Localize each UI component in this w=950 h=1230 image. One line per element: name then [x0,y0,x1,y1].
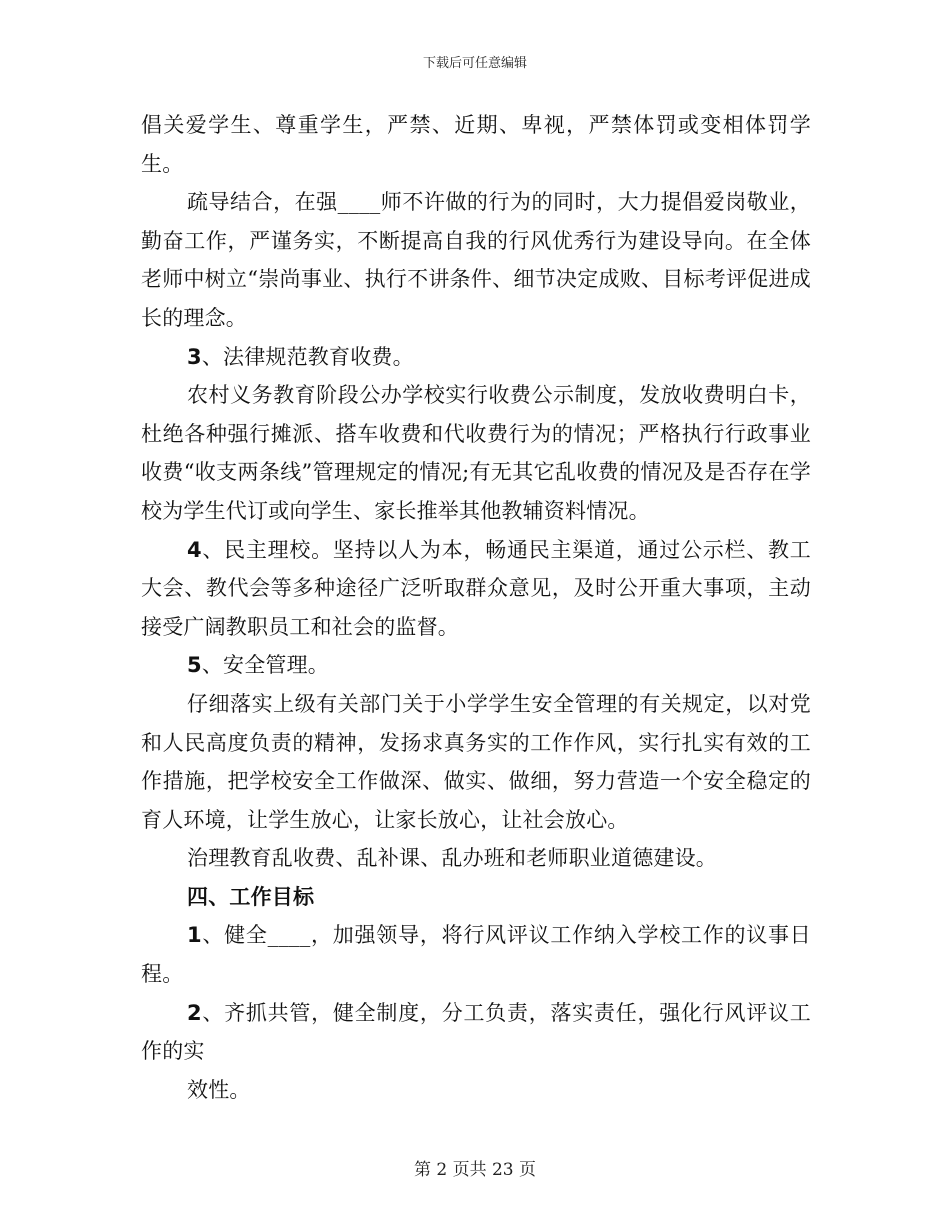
paragraph: 倡关爱学生、尊重学生，严禁、近期、卑视，严禁体罚或变相体罚学生。 [141,113,811,176]
item-number: 4 [187,537,202,562]
section-item: 5、安全管理。 [187,653,330,678]
item-number: 5 [187,653,202,678]
item-number: 2 [187,1000,202,1025]
paragraph: 治理教育乱收费、乱补课、乱办班和老师职业道德建设。 [187,846,717,871]
page-header: 下载后可任意编辑 [422,56,527,71]
section-item: 1、健全____，加强领导，将行风评议工作纳入学校工作的议事日程。 [141,923,811,987]
document-body [141,106,811,1109]
paragraph: 疏导结合，在强____师不许做的行为的同时，大力提倡爱岗敬业，勤奋工作，严谨务实，不断提高自我的行风优秀行为建设导向。在全体老师中树立“崇尚事业、执行不讲条件、细节决定成败、目标考评促进成长的理念。 [141,190,811,330]
section-item: 3、法律规范教育收费。 [187,344,414,369]
paragraph: 农村义务教育阶段公办学校实行收费公示制度，发放收费明白卡，杜绝各种强行摊派、搭车收费和代收费行为的情况；严格执行行政事业收费“收支两条线”管理规定的情况;有无其它乱收费的情况及是否存在学校为学生代订或向学生、家长推举其他教辅资料情况。 [141,383,811,523]
section-heading: 四、工作目标 [187,883,315,909]
item-number: 3 [187,344,202,369]
item-number: 1 [187,923,202,948]
section-item: 4、民主理校。坚持以人为本，畅通民主渠道，通过公示栏、教工大会、教代会等多种途径广泛听取群众意见，及时公开重大事项，主动接受广阔教职员工和社会的监督。 [141,537,811,639]
section-item: 2、齐抓共管，健全制度，分工负责，落实责任，强化行风评议工作的实 [141,1000,811,1064]
paragraph: 效性。 [187,1077,251,1102]
paragraph: 仔细落实上级有关部门关于小学学生安全管理的有关规定，以对党和人民高度负责的精神，发扬求真务实的工作作风，实行扎实有效的工作措施，把学校安全工作做深、做实、做细，努力营造一个安全稳定的育人环境，让学生放心，让家长放心，让社会放心。 [141,691,811,832]
page-footer: 第 2 页共 23 页 [413,1160,537,1180]
